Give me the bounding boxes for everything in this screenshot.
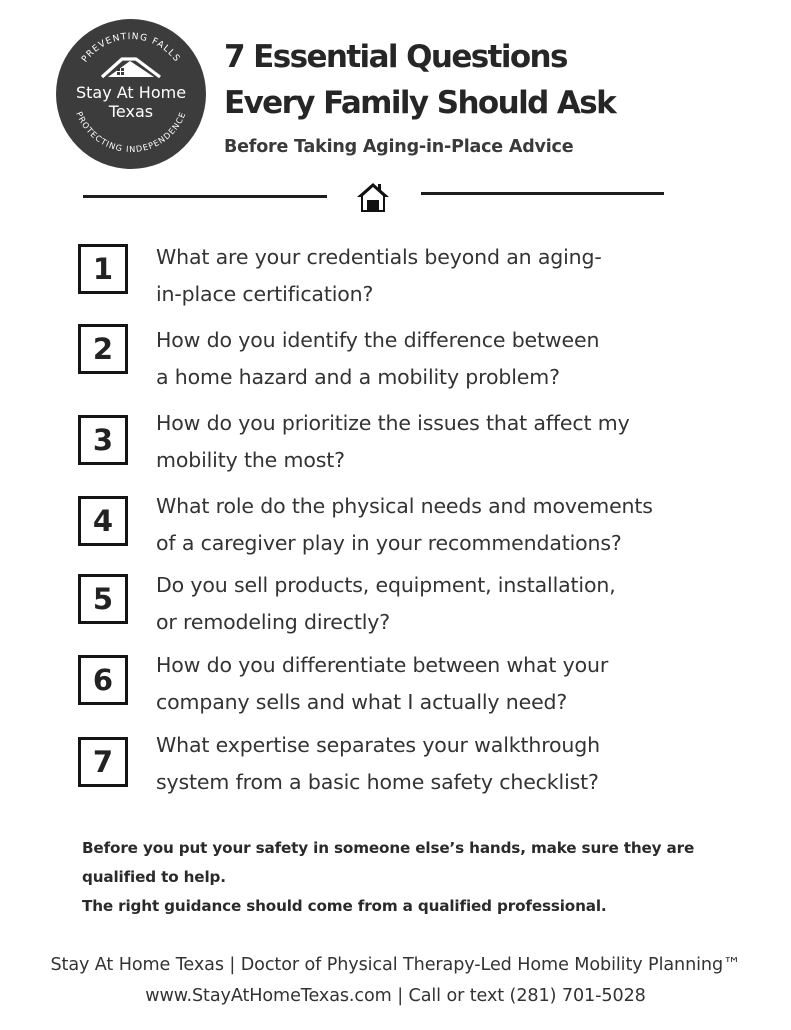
- closing-line1: Before you put your safety in someone else’s hands, make sure they are: [82, 839, 695, 857]
- question-number-box: 2: [78, 324, 128, 374]
- question-number-box: 7: [78, 737, 128, 787]
- question-line: system from a basic home safety checklist?: [156, 770, 599, 794]
- question-line: What are your credentials beyond an aging-: [156, 245, 602, 269]
- question-line: How do you differentiate between what your: [156, 653, 609, 677]
- question-line: What role do the physical needs and movements: [156, 494, 653, 518]
- question-text: [156, 727, 716, 801]
- question-number-box: 6: [78, 655, 128, 705]
- question-number-box: 5: [78, 574, 128, 624]
- logo-arc-top: PREVENTING FALLS: [80, 31, 182, 65]
- title-line2: Every Family Should Ask: [224, 85, 616, 121]
- closing-statement: [82, 834, 732, 921]
- question-line: How do you identify the difference between: [156, 328, 600, 352]
- question-text: [156, 488, 716, 562]
- footer-line1: Stay At Home Texas | Doctor of Physical Therapy-Led Home Mobility Planning™: [50, 955, 741, 975]
- question-text: [156, 647, 716, 721]
- logo-house-icon: [102, 59, 160, 77]
- question-number-box: 1: [78, 244, 128, 294]
- logo-name-line1: Stay At Home: [75, 83, 187, 102]
- title-line1: 7 Essential Questions: [224, 39, 567, 75]
- closing-line3: The right guidance should come from a qualified professional.: [82, 897, 607, 915]
- divider-left: [83, 195, 327, 198]
- question-line: in-place certification?: [156, 282, 374, 306]
- footer-line2: www.StayAtHomeTexas.com | Call or text (281) 701-5028: [145, 986, 646, 1006]
- closing-line2: qualified to help.: [82, 868, 226, 886]
- divider-right: [421, 192, 664, 195]
- logo: [56, 19, 206, 169]
- question-line: How do you prioritize the issues that affect my: [156, 411, 630, 435]
- question-line: a home hazard and a mobility problem?: [156, 365, 560, 389]
- logo-arc-bottom: PROTECTING INDEPENDENCE: [74, 109, 188, 155]
- question-text: [156, 405, 716, 479]
- question-line: What expertise separates your walkthrough: [156, 733, 600, 757]
- question-line: Do you sell products, equipment, installation,: [156, 573, 616, 597]
- question-line: or remodeling directly?: [156, 610, 390, 634]
- question-text: [156, 239, 716, 313]
- page-subtitle: Before Taking Aging-in-Place Advice: [224, 137, 574, 157]
- page-title: [224, 34, 744, 126]
- question-text: [156, 567, 716, 641]
- house-icon: [355, 180, 391, 214]
- question-line: company sells and what I actually need?: [156, 690, 568, 714]
- logo-name: [56, 83, 206, 121]
- question-number-box: 4: [78, 496, 128, 546]
- question-number-box: 3: [78, 415, 128, 465]
- question-line: of a caregiver play in your recommendations?: [156, 531, 622, 555]
- logo-name-line2: Texas: [108, 102, 154, 121]
- question-text: [156, 322, 716, 396]
- question-line: mobility the most?: [156, 448, 345, 472]
